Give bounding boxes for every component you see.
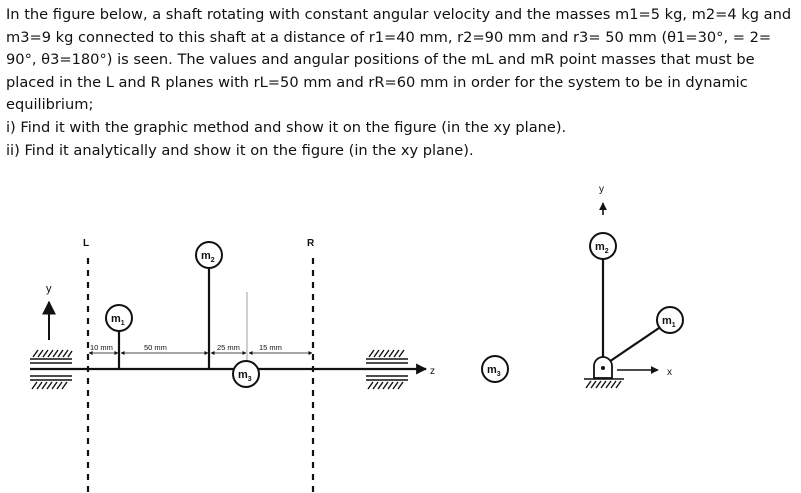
front-m1-label: $m_1$ — [662, 315, 676, 329]
front-view — [482, 184, 683, 388]
m3-label: $m_3$ — [238, 369, 252, 383]
front-m3-label: $m_3$ — [487, 364, 501, 378]
right-bearing-top — [366, 350, 408, 363]
dim-25-label: 25 mm — [217, 343, 240, 352]
problem-text: In the figure below, a shaft rotating with constant angular velocity and the masses m1=5 kg, m2=4 kg and m3=9 kg connected to this shaft at a distance of r1=40 mm, r2=90 mm and r3= 50 mm (θ1=30°, = 2= 90°, θ3=180°) is seen. The values and angular positions of the mL and mR point masses that must be placed in the L and R planes with rL=50 mm and rR=60 mm in order for the system to be in dynamic equilibrium; — [6, 6, 792, 114]
left-bearing-top — [30, 350, 72, 363]
plane-R-label: R — [307, 238, 315, 249]
side-view — [30, 238, 435, 492]
pin-center — [601, 366, 605, 370]
front-x-axis-label: x — [667, 367, 672, 378]
front-m1-rod — [603, 328, 659, 366]
right-bearing-bottom — [366, 376, 408, 389]
m2-label: $m_2$ — [201, 250, 215, 264]
task-analytic: ii) Find it analytically and show it on the figure (in the xy plane). — [6, 141, 474, 159]
left-bearing-bottom — [30, 376, 72, 389]
side-z-axis-label: z — [430, 366, 435, 377]
front-y-axis-label: y — [599, 184, 604, 195]
task-graphic: i) Find it with the graphic method and show it on the figure (in the xy plane). — [6, 118, 567, 136]
plane-L-label: L — [83, 238, 90, 249]
dim-10-label: 10 mm — [90, 343, 113, 352]
side-y-axis-label: y — [46, 283, 52, 295]
m1-label: $m_1$ — [111, 313, 125, 327]
dim-50-label: 50 mm — [144, 343, 167, 352]
dim-15-label: 15 mm — [259, 343, 282, 352]
ground-hatch — [584, 379, 624, 388]
front-m2-label: $m_2$ — [595, 241, 609, 255]
